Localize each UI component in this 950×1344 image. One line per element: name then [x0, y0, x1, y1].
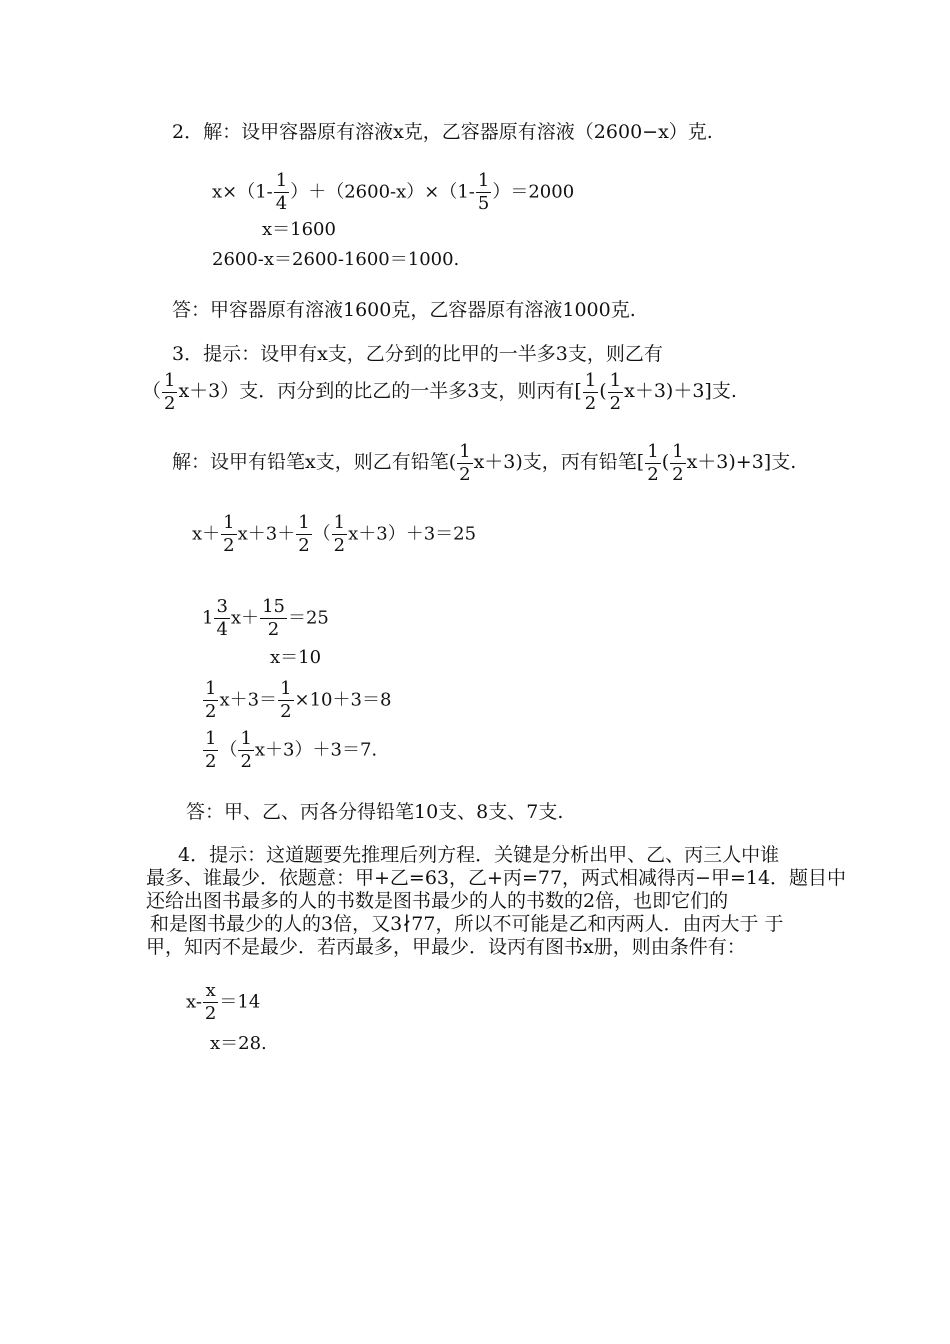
fraction	[214, 598, 229, 639]
p2-equation-2: x＝1600	[262, 219, 336, 240]
denominator: 2	[267, 619, 280, 640]
fraction	[645, 440, 660, 485]
solution-text: x＋3)支，丙有铅笔[	[473, 451, 645, 473]
denominator: 2	[223, 535, 235, 556]
eq-text: ＝14	[219, 991, 261, 1013]
fraction	[203, 982, 218, 1023]
fraction	[162, 369, 177, 414]
hint-text: (	[599, 380, 607, 402]
p4-hint-line-1: 4．提示：这道题要先推理后列方程．关键是分析出甲、乙、丙三人中谁	[178, 844, 780, 866]
eq-text: x-	[186, 991, 202, 1013]
numerator: x	[203, 982, 218, 1003]
p4-equation-1	[186, 982, 260, 1023]
fraction	[296, 514, 311, 555]
solution-text: 解：设甲有铅笔x支，则乙有铅笔(	[172, 451, 457, 473]
denominator: 5	[477, 193, 490, 214]
eq-text: x＋	[192, 523, 221, 545]
numerator: 1	[275, 170, 288, 191]
denominator: 2	[584, 392, 597, 414]
denominator: 2	[333, 535, 346, 556]
denominator: 2	[205, 751, 217, 772]
numerator: 1	[647, 440, 659, 462]
numerator: 1	[333, 512, 346, 533]
fraction	[238, 730, 253, 771]
p3-equation-1	[192, 514, 476, 555]
solution-text: x＋3)+3]支.	[686, 451, 797, 473]
eq-text: （	[219, 739, 238, 761]
numerator: 1	[609, 369, 622, 391]
p3-hint-line-1: 3．提示：设甲有x支，乙分到的比甲的一半多3支，则乙有	[172, 343, 663, 365]
numerator: 1	[298, 512, 310, 533]
denominator: 2	[647, 463, 659, 485]
eq-text: （	[312, 523, 331, 545]
denominator: 2	[298, 535, 310, 556]
p4-equation-2: x＝28.	[210, 1033, 267, 1054]
fraction	[274, 172, 289, 213]
numerator: 1	[223, 512, 235, 533]
p2-equation-3: 2600-x＝2600-1600＝1000.	[212, 249, 460, 270]
p2-equation-1	[212, 172, 574, 213]
denominator: 2	[204, 1003, 217, 1024]
fraction	[278, 680, 293, 721]
hint-text: （	[142, 380, 162, 402]
p3-equation-2	[202, 598, 329, 639]
numerator: 1	[240, 728, 252, 749]
fraction	[260, 598, 287, 639]
p4-hint-line-2: 最多、谁最少．依题意：甲+乙=63，乙+丙=77，两式相减得丙−甲=14．题目中	[146, 867, 847, 889]
eq-text: x＋3）＋3＝7.	[254, 739, 378, 761]
eq-text: x＋	[230, 607, 260, 629]
eq-text: ）＝2000	[492, 181, 575, 203]
eq-text: ×10＋3＝8	[294, 689, 392, 711]
p4-hint-line-5: 甲，知丙不是最少．若丙最多，甲最少．设丙有图书x册，则由条件有：	[146, 936, 746, 958]
numerator: 1	[205, 678, 217, 699]
fraction	[457, 440, 472, 485]
eq-text: x＋3＋	[237, 523, 296, 545]
fraction	[221, 514, 236, 555]
numerator: 1	[164, 369, 176, 391]
numerator: 1	[477, 170, 490, 191]
p3-equation-4	[202, 680, 391, 721]
hint-text: x＋3）支．丙分到的比乙的一半多3支，则丙有[	[178, 380, 582, 402]
solution-text: (	[661, 451, 670, 473]
eq-text: ＝25	[287, 607, 329, 629]
p2-statement: 2．解：设甲容器原有溶液x克，乙容器原有溶液（2600−x）克.	[172, 121, 713, 143]
denominator: 2	[459, 463, 471, 485]
p3-equation-3: x＝10	[270, 647, 322, 668]
p3-equation-5	[202, 730, 377, 771]
eq-text: x＋3＝	[219, 689, 278, 711]
hint-text: x＋3)＋3]支.	[624, 380, 737, 402]
p3-answer: 答：甲、乙、丙各分得铅笔10支、8支、7支.	[186, 801, 564, 823]
numerator: 1	[584, 369, 597, 391]
denominator: 2	[609, 392, 622, 414]
p4-hint-line-3: 还给出图书最多的人的书数是图书最少的人的书数的2倍，也即它们的	[146, 890, 729, 912]
denominator: 4	[216, 619, 228, 640]
fraction	[203, 730, 218, 771]
eq-text: x＋3）＋3＝25	[348, 523, 477, 545]
eq-text: ）＋（2600-x）×（1-	[290, 181, 475, 203]
eq-text: 1	[202, 607, 214, 629]
eq-text: x×（1-	[212, 181, 273, 203]
fraction	[583, 369, 598, 414]
numerator: 3	[216, 596, 228, 617]
denominator: 2	[280, 701, 292, 722]
p2-answer: 答：甲容器原有溶液1600克，乙容器原有溶液1000克.	[172, 299, 636, 321]
p3-hint-line-2	[142, 371, 737, 413]
fraction	[203, 680, 218, 721]
fraction	[670, 440, 685, 485]
denominator: 4	[275, 193, 288, 214]
numerator: 1	[280, 678, 292, 699]
denominator: 2	[240, 751, 252, 772]
p3-solution-setup	[172, 442, 796, 484]
numerator: 1	[459, 440, 471, 462]
numerator: 1	[672, 440, 684, 462]
numerator: 1	[205, 728, 217, 749]
numerator: 15	[262, 596, 285, 617]
p4-hint-line-4: 和是图书最少的人的3倍，又3∤77，所以不可能是乙和丙两人．由丙大于 于	[150, 913, 784, 935]
denominator: 2	[205, 701, 217, 722]
fraction	[608, 369, 623, 414]
denominator: 2	[164, 392, 176, 414]
denominator: 2	[672, 463, 684, 485]
fraction	[332, 514, 347, 555]
fraction	[476, 172, 491, 213]
